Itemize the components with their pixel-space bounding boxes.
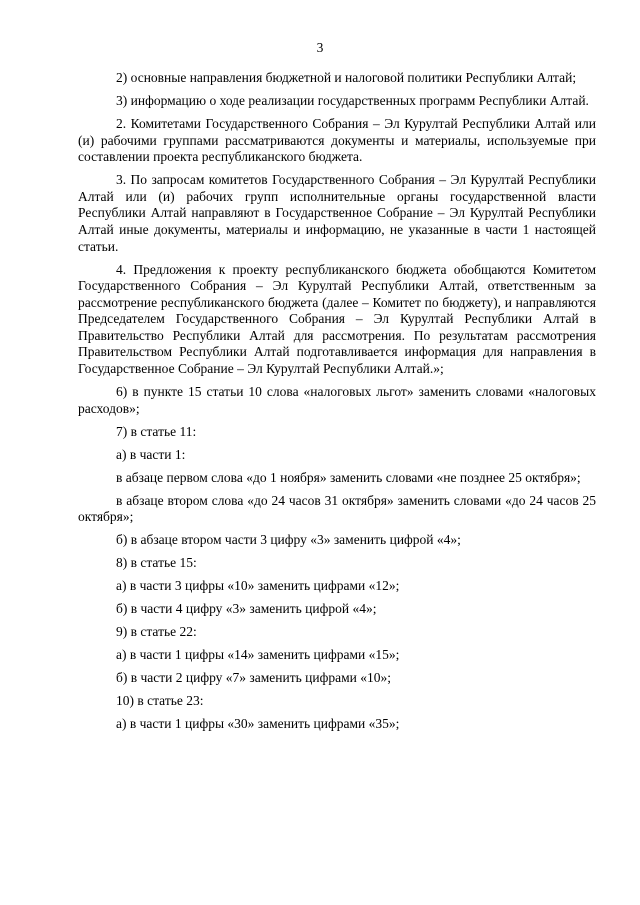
paragraph-item-10: 10) в статье 23: [116,693,204,709]
paragraph-item-9a: а) в части 1 цифры «14» заменить цифрами «15»; [116,647,400,663]
paragraph-part-2: 2. Комитетами Государственного Собрания – Эл Курултай Республики Алтай или (и) рабочими группами рассматриваются документы и материалы, используемые при составлении проекта республиканского бюджета. [78,115,596,165]
page-number: 3 [316,40,324,55]
paragraph-item-8: 8) в статье 15: [116,555,197,571]
paragraph-item-8b: б) в части 4 цифру «3» заменить цифрой «4»; [116,601,377,617]
paragraph-item-7a-abzac-2: в абзаце втором слова «до 24 часов 31 октября» заменить словами «до 24 часов 25 октября»; [78,492,596,525]
paragraph-item-3: 3) информацию о ходе реализации государственных программ Республики Алтай. [116,92,589,108]
paragraph-item-9b: б) в части 2 цифру «7» заменить цифрами «10»; [116,670,391,686]
paragraph-item-6: 6) в пункте 15 статьи 10 слова «налоговых льгот» заменить словами «налоговых расходов»; [78,384,596,416]
paragraph-item-10a: а) в части 1 цифры «30» заменить цифрами «35»; [116,716,400,732]
paragraph-item-7: 7) в статье 11: [116,423,197,439]
paragraph-item-8a: а) в части 3 цифры «10» заменить цифрами «12»; [116,578,400,594]
paragraph-item-7b: б) в абзаце втором части 3 цифру «3» заменить цифрой «4»; [116,532,461,548]
paragraph-item-2: 2) основные направления бюджетной и налоговой политики Республики Алтай; [116,70,577,85]
paragraph-item-7a-abzac-1: в абзаце первом слова «до 1 ноября» заменить словами «не позднее 25 октября»; [116,469,581,485]
paragraph-item-9: 9) в статье 22: [116,624,197,640]
paragraph-item-7a: а) в части 1: [116,446,186,462]
document-body [78,70,596,739]
paragraph-part-3: 3. По запросам комитетов Государственного Собрания – Эл Курултай Республики Алтай или (и) рабочих групп исполнительные органы государственной власти Республики Алтай направляют в Государственное Собрание – Эл Курултай Республики Алтай иные документы, материалы и информацию, не указанные в части 1 настоящей статьи. [78,172,596,254]
paragraph-part-4: 4. Предложения к проекту республиканского бюджета обобщаются Комитетом Государственного Собрания – Эл Курултай Республики Алтай, ответственным за рассмотрение республиканского бюджета (далее – Комитет по бюджету), и направляются Председателем Государственного Собрания – Эл Курултай Республики Алтай в Правительство Республики Алтай для рассмотрения. По результатам рассмотрения Правительством Республики Алтай подготавливается информация для направления в Государственное Собрание – Эл Курултай Республики Алтай.»; [78,261,596,377]
